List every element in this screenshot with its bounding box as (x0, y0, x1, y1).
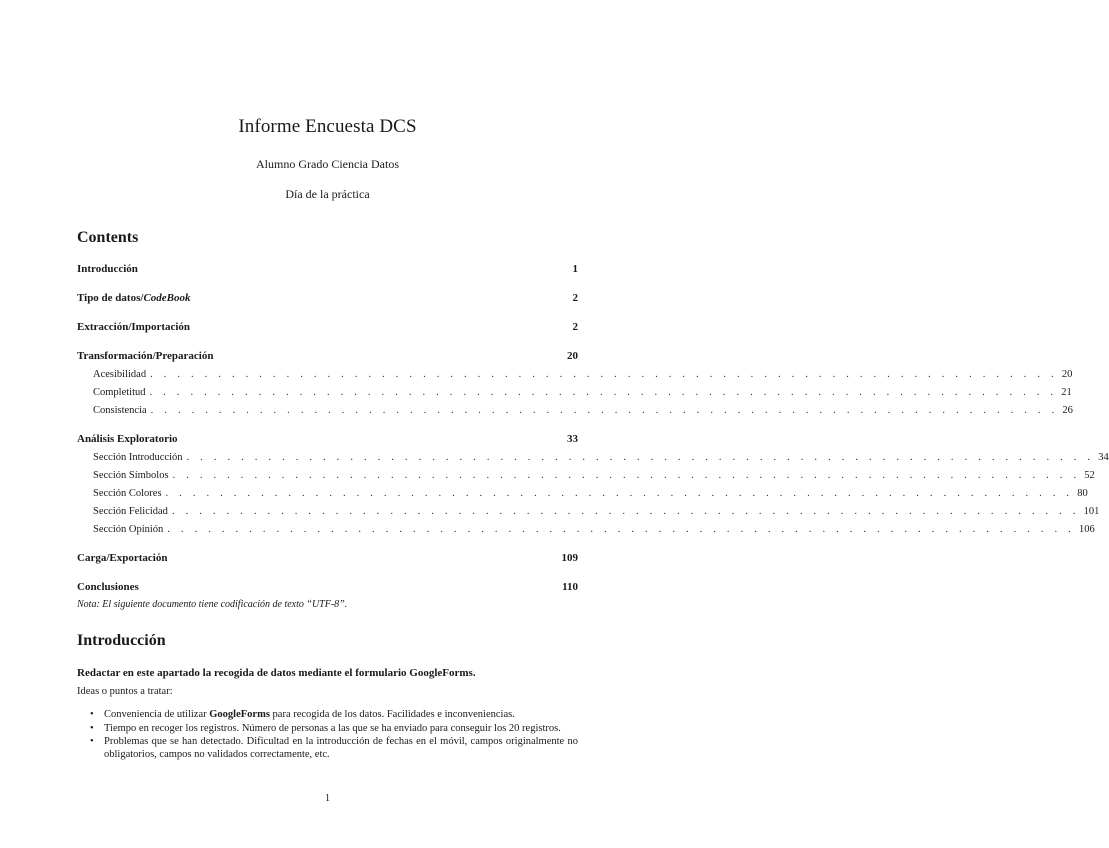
list-item: • Problemas que se han detectado. Dificultad en la introducción de fechas en el móvil, campos originalmente no obligatorios, campos no validados correctamente, etc. (90, 736, 578, 760)
toc-label: Sección Símbolos (93, 470, 169, 481)
toc-entry-seccion-colores[interactable] (77, 488, 1088, 499)
toc-label: Consistencia (93, 405, 147, 416)
toc-label: Transformación/Preparación (77, 350, 214, 362)
page-number: 1 (324, 793, 331, 804)
toc-entry-tipo-de-datos[interactable] (77, 292, 578, 304)
document-date: Día de la práctica (285, 187, 370, 201)
toc-page: 20 (567, 350, 578, 362)
toc-page: 2 (572, 292, 578, 304)
toc-label: Sección Felicidad (93, 506, 168, 517)
toc-label: Acesibilidad (93, 369, 147, 380)
list-item: • Tiempo en recoger los registros. Número de personas a las que se ha enviado para conseguir los 20 registros. (90, 722, 561, 734)
bullet-icon: • (90, 722, 94, 734)
toc-label: Conclusiones (77, 581, 139, 593)
toc-entry-extraccion[interactable] (77, 321, 578, 333)
toc-entry-consistencia[interactable] (77, 405, 1073, 416)
toc-label: Extracción/Importación (77, 321, 191, 333)
toc-page: 21 (1061, 387, 1072, 398)
toc-page: 2 (572, 321, 578, 333)
toc-label: Análisis Exploratorio (77, 433, 178, 445)
toc-label: Completitud (93, 387, 146, 398)
toc-label: Carga/Exportación (77, 552, 168, 564)
toc-entry-seccion-introduccion[interactable] (77, 452, 1109, 463)
toc-entry-seccion-felicidad[interactable] (77, 506, 1100, 517)
toc-label: Sección Colores (93, 488, 162, 499)
toc-leader: . . . . . . . . . . . . . . . . . . . . . . . . . . . . . . . . . . . . . . . . . . . . . . . . . . . . . . . . . . . . . . . . . . . (167, 524, 1076, 535)
toc-leader: . . . . . . . . . . . . . . . . . . . . . . . . . . . . . . . . . . . . . . . . . . . . . . . . . . . . . . . . . . . . . . . . . . . (149, 387, 1058, 398)
introduccion-heading: Introducción (77, 632, 166, 649)
toc-page: 110 (562, 581, 578, 593)
bullet-icon: • (90, 736, 94, 747)
toc-page: 26 (1062, 405, 1073, 416)
toc-label: Sección Introducción (93, 452, 183, 463)
introduccion-ideas: Ideas o puntos a tratar: (77, 686, 173, 697)
toc-page: 52 (1084, 470, 1095, 481)
toc-entry-introduccion[interactable] (77, 263, 578, 275)
toc-leader: . . . . . . . . . . . . . . . . . . . . . . . . . . . . . . . . . . . . . . . . . . . . . . . . . . . . . . . . . . . . . . . . . . . (150, 405, 1059, 416)
toc-page: 33 (567, 433, 578, 445)
toc-page: 1 (572, 263, 578, 275)
toc-leader: . . . . . . . . . . . . . . . . . . . . . . . . . . . . . . . . . . . . . . . . . . . . . . . . . . . . . . . . . . . . . . . . . . . (171, 506, 1080, 517)
toc-page: 106 (1079, 524, 1095, 535)
toc-leader: . . . . . . . . . . . . . . . . . . . . . . . . . . . . . . . . . . . . . . . . . . . . . . . . . . . . . . . . . . . . . . . . . . . (165, 488, 1074, 499)
introduccion-lead: Redactar en este apartado la recogida de datos mediante el formulario GoogleForms. (77, 667, 476, 679)
toc-leader: . . . . . . . . . . . . . . . . . . . . . . . . . . . . . . . . . . . . . . . . . . . . . . . . . . . . . . . . . . . . . . . . . . . (150, 369, 1058, 380)
toc-label: Sección Opinión (93, 524, 164, 535)
toc-page: 20 (1061, 369, 1073, 380)
toc-entry-analisis[interactable] (77, 433, 578, 445)
toc-leader: . . . . . . . . . . . . . . . . . . . . . . . . . . . . . . . . . . . . . . . . . . . . . . . . . . . . . . . . . . . . . . . . . . . (186, 452, 1095, 463)
toc-entry-carga[interactable] (77, 552, 578, 564)
document-author: Alumno Grado Ciencia Datos (256, 157, 399, 171)
toc-label: Tipo de datos/CodeBook (77, 292, 191, 304)
toc-entry-seccion-simbolos[interactable] (77, 470, 1095, 481)
toc-leader: . . . . . . . . . . . . . . . . . . . . . . . . . . . . . . . . . . . . . . . . . . . . . . . . . . . . . . . . . . . . . . . . . . . (172, 470, 1081, 481)
toc-entry-seccion-opinion[interactable] (77, 524, 1095, 535)
toc-page: 34 (1098, 452, 1109, 463)
toc-page: 101 (1083, 506, 1100, 517)
toc-entry-acesibilidad[interactable] (77, 369, 1073, 380)
contents-heading: Contents (77, 229, 139, 246)
bullet-icon: • (90, 709, 94, 720)
toc-entry-transformacion[interactable] (77, 350, 578, 362)
document-title: Informe Encuesta DCS (238, 116, 417, 137)
ideas-list (77, 709, 578, 762)
list-item: • Conveniencia de utilizar GoogleForms para recogida de los datos. Facilidades e inconveniencias. (90, 709, 515, 720)
toc-page: 109 (561, 552, 578, 564)
toc-entry-completitud[interactable] (77, 387, 1072, 398)
toc-page: 80 (1077, 488, 1088, 499)
encoding-note: Nota: El siguiente documento tiene codificación de texto “UTF-8”. (77, 599, 348, 610)
toc-label: Introducción (77, 263, 138, 275)
toc-entry-conclusiones[interactable] (77, 581, 578, 593)
